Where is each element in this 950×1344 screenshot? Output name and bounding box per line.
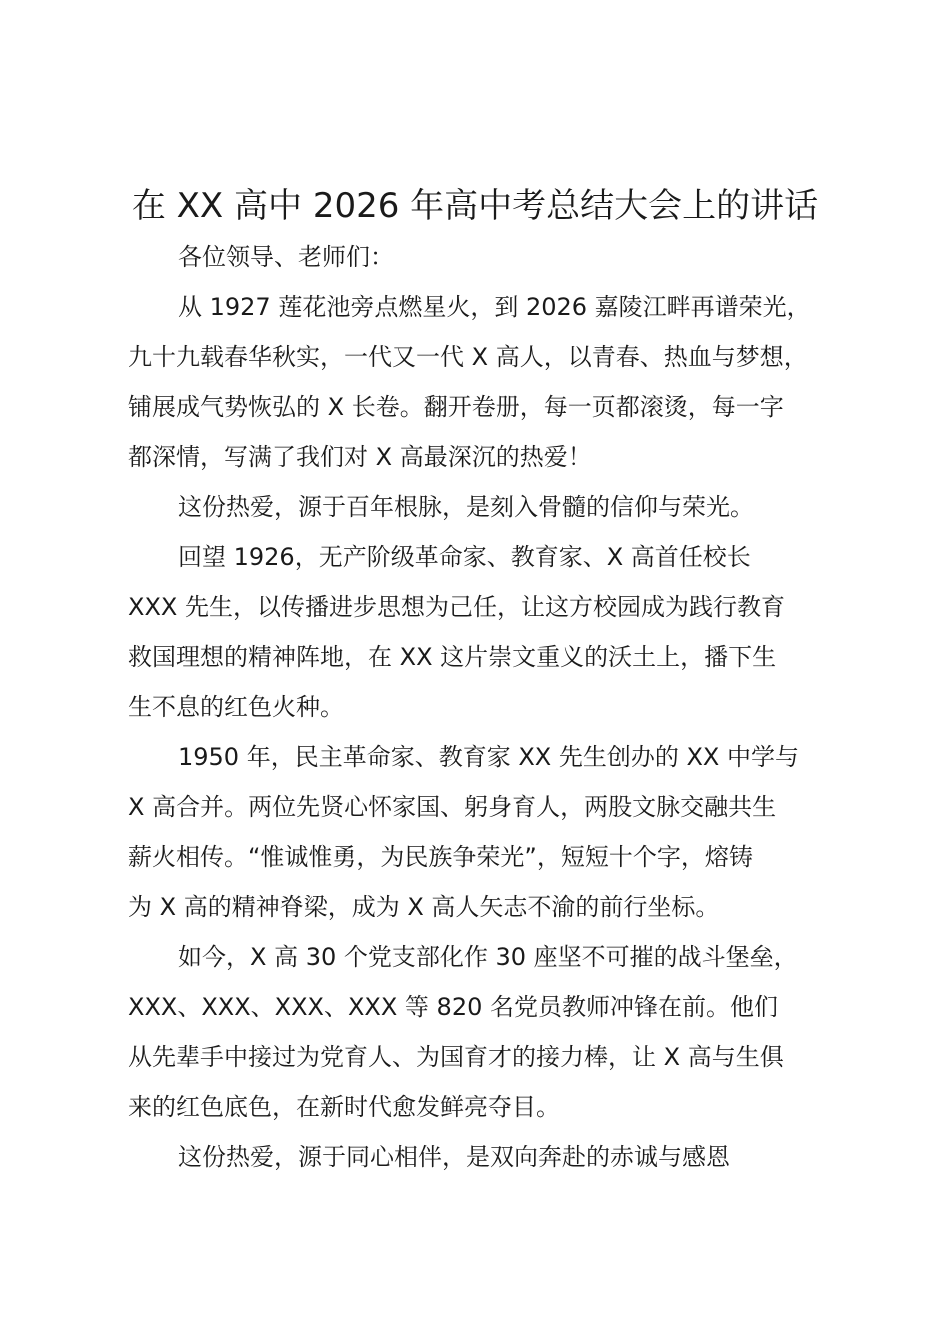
text-line: 回望 1926，无产阶级革命家、教育家、X 高首任校长 (178, 543, 751, 571)
body-paragraph (128, 532, 848, 732)
text-line: 薪火相传。“惟诚惟勇，为民族争荣光”，短短十个字，熔铸 (128, 843, 753, 871)
speech-title: 在 XX 高中 2026 年高中考总结大会上的讲话 (131, 186, 819, 226)
text-line: X 高合并。两位先贤心怀家国、躬身育人，两股文脉交融共生 (128, 793, 777, 821)
text-line: 各位领导、老师们： (178, 243, 394, 271)
body-paragraph (128, 732, 848, 932)
text-line: 都深情，写满了我们对 X 高最深沉的热爱！ (128, 443, 592, 471)
text-line: XXX 先生，以传播进步思想为己任，让这方校园成为践行教育 (128, 593, 785, 621)
text-line: 九十九载春华秋实，一代又一代 X 高人，以青春、热血与梦想， (128, 343, 808, 371)
text-line: 为 X 高的精神脊梁，成为 X 高人矢志不渝的前行坐标。 (128, 893, 720, 921)
text-line: 从先辈手中接过为党育人、为国育才的接力棒，让 X 高与生俱 (128, 1043, 784, 1071)
body-paragraph (128, 932, 848, 1132)
text-line: 救国理想的精神阵地，在 XX 这片崇文重义的沃土上，播下生 (128, 643, 777, 671)
text-line: 这份热爱，源于百年根脉，是刻入骨髓的信仰与荣光。 (178, 493, 754, 521)
text-line: 1950 年，民主革命家、教育家 XX 先生创办的 XX 中学与 (178, 743, 799, 771)
salutation-paragraph (128, 232, 848, 282)
text-line: 生不息的红色火种。 (128, 693, 344, 721)
text-line: XXX、XXX、XXX、XXX 等 820 名党员教师冲锋在前。他们 (128, 993, 778, 1021)
text-line: 从 1927 莲花池旁点燃星火，到 2026 嘉陵江畔再谱荣光， (178, 293, 811, 321)
text-line: 来的红色底色，在新时代愈发鲜亮夺目。 (128, 1093, 560, 1121)
body-paragraph (128, 282, 848, 482)
text-line: 如今，X 高 30 个党支部化作 30 座坚不可摧的战斗堡垒， (178, 943, 798, 971)
body-paragraph (128, 1132, 848, 1182)
text-line: 铺展成气势恢弘的 X 长卷。翻开卷册，每一页都滚烫，每一字 (128, 393, 784, 421)
text-line: 这份热爱，源于同心相伴，是双向奔赴的赤诚与感恩 (178, 1143, 730, 1171)
speech-body (128, 232, 848, 1182)
body-paragraph (128, 482, 848, 532)
